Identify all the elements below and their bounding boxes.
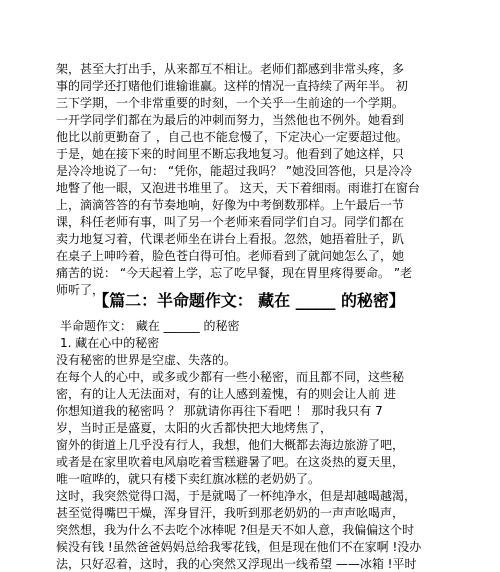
text-line: 窗外的街道上几乎没有行人，我想，他们大概都去海边旅游了吧，: [56, 438, 405, 452]
text-line: 候没有钱 !虽然爸爸妈妈总给我零花钱，但是现在他们不在家啊 !没办: [56, 540, 422, 554]
text-line: 三下学期，一个非常重要的时刻，一个关乎一生前途的一个学期。: [56, 96, 405, 110]
text-line: 你想知道我的秘密吗 ？ 那就请你再往下看吧 ！ 那时我只有 7: [56, 404, 383, 418]
section-title: 【篇二：半命题作文： 藏在 _____ 的秘密】: [93, 291, 405, 310]
text-line: 岁，当时正是盛夏，太阳的火舌都快把大地烤焦了，: [56, 421, 333, 435]
text-line: 师听了，: [56, 283, 105, 297]
text-line: 半命题作文： 藏在 ______ 的秘密: [60, 319, 240, 333]
text-line: 他比以前更勤奋了 ，自己也不能怠慢了，下定决心一定要超过他。: [56, 130, 408, 144]
text-line: 1. 藏在心中的秘密: [60, 336, 160, 350]
text-line: 地瞥了他一眼，又泡进书堆里了。 这天，天下着细雨。雨谁打在窗台: [56, 181, 420, 195]
text-line: 没有秘密的世界是空虚、失落的。: [56, 353, 237, 367]
text-line: 甚至觉得嘴巴干燥，浑身冒汗，我听到那老奶奶的一声声吆喝声，: [56, 506, 405, 520]
text-line: 唯一喧哗的，就只有楼下卖红旗冰糕的老奶奶了。: [56, 472, 321, 486]
text-line: 密，有的让人无法面对，有的让人感到羞愧，有的则会让人前 进: [56, 387, 396, 401]
text-line: 法，只好忍着，这时，我的心突然又浮现出一线希望 ——冰箱 !平时: [56, 557, 417, 571]
text-line: 于是，她在接下来的时间里不断忘我地复习。他看到了她这样，只: [56, 147, 405, 161]
text-line: 课，科任老师有事，叫了另一个老师来看同学们自习。同学们都在: [56, 215, 405, 229]
text-line: 在桌子上呻吟着，脸色苍白得可怕。老师看到了就问她怎么了，她: [56, 249, 405, 263]
text-line: 一开学同学们都在为最后的冲刺而努力，当然他也不例外。她看到: [56, 113, 405, 127]
text-line: 是冷冷地说了一句： “凭你，能超过我吗？ ”她没回答他，只是冷冷: [56, 164, 413, 178]
text-line: 上，滴滴答答的有节奏地响，好像为中考倒数那样。上午最后一节: [56, 198, 405, 212]
text-line: 架，甚至大打出手，从来都互不相让。老师们都感到非常头疼，多: [56, 62, 405, 76]
text-line: 卖力地复习着，代课老师坐在讲台上看报。忽然，她捂着肚子，趴: [56, 232, 405, 246]
text-line: 这时，我突然觉得口渴，于是就喝了一杯纯净水，但是却越喝越渴，: [56, 489, 417, 503]
text-line: 或者是在家里吹着电风扇吃着雪糕避暑了吧。在这炎热的夏天里，: [56, 455, 405, 469]
text-line: 突然想，我为什么不去吃个冰棒呢 ?但是天不如人意，我偏偏这个时: [56, 523, 415, 537]
text-line: 痛苦的说： “今天起着上学，忘了吃早餐，现在胃里疼得要命。 ”老: [56, 266, 413, 280]
text-line: 事的同学还打赌他们谁输谁赢。这样的情况一直持续了两年半。 初: [56, 79, 408, 93]
text-line: 在每个人的心中，或多或少都有一些小秘密，而且都不同，这些秘: [56, 370, 405, 384]
